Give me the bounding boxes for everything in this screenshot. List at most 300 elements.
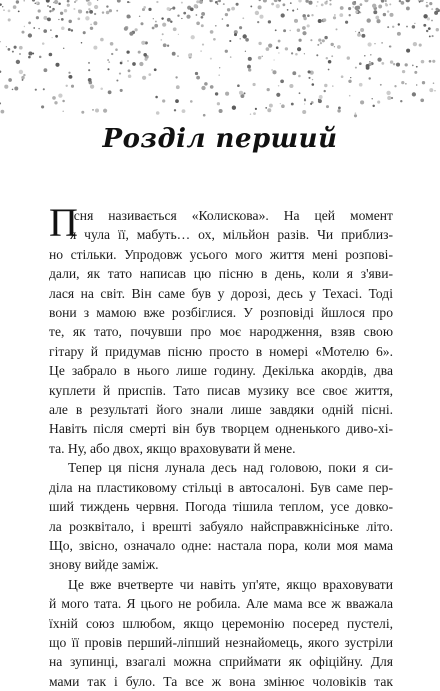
confetti-dot — [360, 28, 364, 32]
confetti-dot — [248, 68, 251, 71]
confetti-dot — [378, 5, 382, 9]
confetti-dot — [163, 43, 167, 47]
confetti-dot — [367, 42, 371, 46]
confetti-dot — [426, 30, 428, 32]
confetti-dot — [218, 74, 220, 76]
confetti-dot — [116, 79, 118, 81]
confetti-dot — [127, 60, 128, 61]
confetti-dot — [46, 0, 50, 3]
confetti-dot — [60, 12, 63, 15]
confetti-dot — [196, 0, 199, 3]
confetti-dot — [377, 57, 381, 61]
confetti-dot — [62, 100, 65, 103]
confetti-dot — [283, 3, 286, 6]
confetti-dot — [316, 5, 318, 7]
confetti-dot — [132, 62, 136, 66]
confetti-dot — [398, 23, 400, 25]
confetti-dot — [199, 0, 203, 4]
confetti-dot — [386, 91, 390, 95]
confetti-dot — [239, 91, 243, 95]
confetti-dot — [190, 100, 193, 103]
confetti-dot — [210, 58, 212, 60]
confetti-dot — [329, 0, 331, 1]
confetti-dot — [88, 8, 90, 10]
confetti-dot — [62, 111, 64, 113]
confetti-dot — [311, 14, 313, 16]
confetti-dot — [85, 16, 89, 20]
confetti-dot — [355, 31, 356, 32]
text-line: куплети й приспів. Тато писав музику все своє життя, — [49, 382, 393, 398]
confetti-dot — [215, 1, 218, 4]
confetti-dot — [355, 67, 357, 69]
text-line: існя називається «Колискова». На цей момент — [70, 208, 393, 223]
confetti-dot — [67, 0, 70, 2]
confetti-dot — [360, 100, 364, 104]
confetti-dot — [191, 35, 195, 39]
confetti-dot — [58, 93, 62, 97]
confetti-dot — [287, 9, 289, 11]
confetti-dot — [6, 46, 7, 47]
confetti-dot — [312, 79, 313, 80]
confetti-dot — [116, 10, 118, 12]
confetti-dot — [278, 85, 280, 87]
confetti-dot — [33, 27, 35, 29]
confetti-dot — [90, 27, 93, 30]
confetti-dot — [121, 60, 123, 62]
confetti-dot — [177, 55, 178, 56]
confetti-dot — [153, 18, 154, 19]
confetti-dot — [322, 39, 325, 42]
text-line: дали, як тато написав цю пісню в день, коли я з'яви- — [49, 266, 393, 282]
confetti-dot — [94, 13, 96, 15]
confetti-dot — [97, 0, 98, 1]
confetti-dot — [8, 10, 11, 13]
confetti-dot — [375, 16, 379, 20]
confetti-dot — [399, 0, 401, 2]
confetti-dot — [162, 99, 165, 102]
confetti-dot — [304, 53, 305, 54]
confetti-dot — [295, 53, 298, 56]
confetti-dot — [23, 0, 25, 2]
confetti-dot — [414, 71, 417, 74]
confetti-dot — [358, 32, 360, 34]
confetti-dot — [389, 46, 391, 48]
confetti-dot — [402, 70, 405, 73]
confetti-dot — [317, 1, 319, 3]
confetti-dot — [302, 110, 306, 114]
confetti-dot — [183, 12, 186, 15]
confetti-dot — [94, 5, 98, 9]
confetti-dot — [297, 8, 298, 9]
confetti-dot — [239, 38, 241, 40]
confetti-dot — [340, 6, 344, 10]
confetti-dot — [371, 98, 372, 99]
text-line: те, як тато, почувши про моє народження, взяв свою — [49, 324, 393, 340]
confetti-dot — [401, 81, 404, 84]
confetti-dot — [318, 38, 321, 41]
confetti-dot — [18, 10, 20, 12]
text-line: мами так і було. Та все ж вона змінює чоловіків так — [49, 673, 393, 689]
confetti-dot — [196, 14, 198, 16]
confetti-dot — [329, 3, 331, 5]
confetti-dot — [405, 63, 408, 66]
confetti-dot — [21, 76, 24, 79]
confetti-dot — [162, 33, 164, 35]
confetti-dot — [81, 42, 83, 44]
confetti-dot — [43, 88, 45, 90]
confetti-dot — [119, 73, 121, 75]
confetti-dot — [334, 46, 335, 47]
confetti-dot — [152, 27, 155, 30]
confetti-dot — [215, 92, 218, 95]
confetti-dot — [115, 48, 118, 51]
confetti-dot — [4, 85, 8, 89]
confetti-dot — [406, 26, 408, 28]
confetti-dot — [332, 85, 333, 86]
confetti-dot — [174, 109, 176, 111]
confetti-dot — [297, 47, 301, 51]
confetti-dot — [231, 7, 235, 11]
confetti-dot — [194, 4, 198, 8]
confetti-dot — [317, 44, 319, 46]
confetti-dot — [237, 84, 240, 87]
confetti-dot — [186, 15, 190, 19]
confetti-dot — [324, 36, 327, 39]
confetti-dot — [302, 31, 306, 35]
confetti-dot — [323, 18, 326, 21]
confetti-dot — [276, 93, 280, 97]
confetti-dot — [368, 77, 370, 79]
confetti-dot — [269, 104, 273, 108]
confetti-dot — [341, 75, 344, 78]
confetti-dot — [155, 96, 158, 99]
confetti-dot — [359, 62, 362, 65]
confetti-dot — [148, 73, 151, 76]
confetti-dot — [175, 99, 179, 103]
confetti-dot — [258, 42, 261, 45]
confetti-dot — [267, 88, 270, 91]
confetti-dot — [401, 1, 405, 5]
confetti-dot — [305, 0, 308, 3]
confetti-dots-decoration — [0, 0, 440, 120]
confetti-dot — [406, 49, 410, 53]
confetti-dot — [226, 24, 229, 27]
confetti-dot — [281, 104, 285, 108]
confetti-dot — [372, 4, 376, 8]
confetti-dot — [52, 96, 56, 100]
confetti-dot — [412, 25, 415, 28]
confetti-dot — [21, 31, 24, 34]
confetti-dot — [430, 89, 432, 91]
confetti-dot — [337, 45, 341, 49]
confetti-dot — [272, 70, 276, 74]
text-line: діла на пластиковому стільці в автосалоні. Був саме пер- — [49, 479, 393, 495]
confetti-dot — [71, 85, 74, 88]
confetti-dot — [267, 108, 271, 112]
confetti-dot — [68, 72, 70, 74]
confetti-dot — [359, 83, 363, 87]
confetti-dot — [324, 1, 327, 4]
confetti-dot — [127, 15, 131, 19]
confetti-dot — [49, 10, 51, 12]
confetti-dot — [0, 102, 1, 104]
confetti-dot — [255, 108, 257, 110]
confetti-dot — [387, 26, 389, 28]
confetti-dot — [160, 39, 162, 41]
confetti-dot — [19, 70, 23, 74]
confetti-dot — [324, 84, 327, 87]
confetti-dot — [355, 6, 359, 10]
confetti-dot — [13, 5, 17, 9]
confetti-dot — [304, 103, 305, 104]
confetti-dot — [175, 76, 177, 78]
confetti-dot — [320, 42, 322, 44]
confetti-dot — [109, 9, 112, 12]
confetti-dot — [339, 13, 343, 17]
confetti-dot — [326, 57, 328, 59]
confetti-dot — [367, 18, 371, 22]
confetti-dot — [245, 51, 246, 52]
confetti-dot — [0, 3, 2, 5]
confetti-dot — [297, 29, 300, 32]
confetti-dot — [217, 3, 218, 4]
confetti-dot — [66, 85, 68, 87]
confetti-dot — [298, 75, 301, 78]
confetti-dot — [333, 16, 336, 19]
confetti-dot — [92, 109, 94, 111]
text-line: на зупинці, взагалі можна сприймати як офіційну. Для — [49, 654, 393, 670]
confetti-dot — [280, 79, 284, 83]
confetti-dot — [389, 3, 391, 5]
confetti-dot — [16, 0, 19, 3]
confetti-dot — [138, 51, 141, 54]
confetti-dot — [202, 44, 204, 46]
confetti-dot — [100, 87, 103, 90]
confetti-dot — [426, 2, 427, 3]
confetti-dot — [181, 2, 183, 4]
confetti-dot — [338, 107, 341, 110]
confetti-dot — [64, 9, 67, 12]
confetti-dot — [429, 35, 431, 37]
confetti-dot — [412, 65, 414, 67]
confetti-dot — [239, 26, 242, 29]
confetti-dot — [243, 34, 247, 38]
confetti-dot — [128, 69, 131, 72]
confetti-dot — [190, 7, 194, 11]
confetti-dot — [201, 24, 204, 27]
confetti-dot — [58, 19, 59, 20]
confetti-dot — [120, 89, 123, 92]
confetti-dot — [326, 0, 327, 1]
confetti-dot — [0, 41, 1, 42]
confetti-dot — [222, 18, 224, 20]
confetti-dot — [19, 46, 23, 50]
confetti-dot — [303, 17, 306, 20]
confetti-dot — [170, 20, 172, 22]
confetti-dot — [258, 0, 260, 1]
text-line: Що, звісно, означало одне: настала пора, коли моя мама — [49, 537, 393, 553]
confetti-dot — [32, 52, 34, 54]
confetti-dot — [134, 28, 137, 31]
confetti-dot — [268, 20, 271, 23]
confetti-dot — [95, 108, 99, 112]
confetti-dot — [370, 54, 372, 56]
confetti-dot — [294, 19, 298, 23]
confetti-dot — [406, 6, 410, 10]
confetti-dot — [215, 25, 217, 27]
confetti-dot — [331, 43, 334, 46]
confetti-dot — [63, 48, 64, 49]
confetti-dot — [32, 0, 35, 2]
confetti-dot — [412, 92, 416, 96]
confetti-dot — [195, 72, 198, 75]
confetti-dot — [316, 54, 318, 56]
text-line: але в результаті його знали лише завдяки одній пісні. — [49, 402, 393, 418]
confetti-dot — [83, 31, 86, 34]
confetti-dot — [353, 6, 354, 7]
confetti-dot — [35, 89, 37, 91]
confetti-dot — [328, 60, 332, 64]
confetti-dot — [364, 55, 366, 57]
confetti-dot — [219, 109, 223, 113]
confetti-dot — [336, 28, 338, 30]
confetti-dot — [38, 28, 39, 29]
confetti-dot — [213, 38, 216, 41]
confetti-dot — [210, 30, 214, 34]
confetti-dot — [292, 71, 296, 75]
confetti-dot — [391, 97, 393, 99]
confetti-dot — [106, 11, 110, 15]
confetti-dot — [271, 3, 274, 6]
confetti-dot — [77, 17, 80, 20]
confetti-dot — [1, 110, 5, 114]
confetti-dot — [278, 40, 281, 43]
confetti-dot — [71, 29, 73, 31]
confetti-dot — [178, 34, 179, 35]
confetti-dot — [49, 6, 51, 8]
confetti-dot — [262, 56, 263, 57]
confetti-dot — [144, 58, 147, 61]
confetti-dot — [271, 69, 273, 71]
confetti-dot — [361, 34, 365, 38]
confetti-dot — [258, 5, 262, 9]
confetti-dot — [167, 18, 171, 22]
confetti-dot — [397, 32, 401, 36]
confetti-dot — [428, 27, 431, 30]
confetti-dot — [68, 20, 71, 23]
confetti-dot — [203, 114, 206, 117]
confetti-dot — [374, 43, 375, 44]
confetti-dot — [349, 14, 351, 16]
confetti-dot — [405, 83, 407, 85]
confetti-dot — [88, 62, 90, 64]
text-line: Навіть після смерті він був творцем одненького диво-хі- — [49, 421, 393, 437]
confetti-dot — [3, 9, 4, 10]
text-line: їхній союз шлюбом, якщо церемонію посеред пустелі, — [49, 615, 393, 631]
confetti-dot — [385, 4, 388, 7]
confetti-dot — [68, 28, 71, 31]
text-line: й мого тата. Я цього не робила. Але мама все ж вважала — [49, 596, 393, 612]
text-line: гітару й придумав пісню просто в номері «Мотелю 6». — [49, 343, 393, 359]
confetti-dot — [318, 19, 322, 23]
confetti-dot — [43, 16, 47, 20]
confetti-dot — [299, 92, 301, 94]
confetti-dot — [400, 100, 402, 102]
confetti-dot — [348, 7, 351, 10]
confetti-dot — [372, 105, 374, 107]
confetti-dot — [396, 63, 400, 67]
confetti-dot — [124, 27, 128, 31]
confetti-dot — [155, 21, 157, 23]
confetti-dot — [308, 70, 311, 73]
confetti-dot — [413, 42, 417, 46]
confetti-dot — [55, 35, 58, 38]
confetti-dot — [416, 84, 417, 85]
confetti-dot — [258, 56, 262, 60]
confetti-dot — [290, 2, 292, 4]
confetti-dot — [167, 45, 169, 47]
confetti-dot — [108, 61, 110, 63]
confetti-dot — [69, 75, 73, 79]
text-line: ла розквітало, і врешті забуяло найсправжнісіньке літо. — [49, 518, 393, 534]
confetti-dot — [156, 1, 158, 3]
confetti-dot — [117, 0, 121, 3]
confetti-dot — [350, 77, 351, 78]
confetti-dot — [357, 33, 361, 37]
confetti-dot — [429, 2, 432, 5]
confetti-dot — [14, 87, 18, 91]
confetti-dot — [54, 0, 58, 4]
confetti-dot — [204, 82, 208, 86]
text-line: Тепер ця пісня лунала десь над головою, поки я си- — [68, 460, 393, 476]
confetti-dot — [257, 21, 259, 23]
confetti-dot — [93, 46, 97, 50]
confetti-dot — [102, 11, 104, 13]
confetti-dot — [283, 29, 286, 32]
confetti-dot — [364, 0, 368, 2]
confetti-dot — [289, 30, 290, 31]
confetti-dot — [90, 24, 92, 26]
confetti-dot — [201, 12, 205, 16]
confetti-dot — [266, 47, 270, 51]
confetti-dot — [143, 6, 146, 9]
confetti-dot — [381, 0, 385, 3]
confetti-dot — [8, 48, 11, 51]
confetti-dot — [107, 59, 109, 61]
confetti-dot — [176, 85, 180, 89]
confetti-dot — [312, 83, 315, 86]
confetti-dot — [58, 3, 61, 6]
confetti-dot — [201, 86, 205, 90]
confetti-dot — [347, 56, 350, 59]
confetti-dot — [355, 112, 357, 114]
confetti-dot — [39, 56, 42, 59]
confetti-dot — [191, 53, 192, 54]
text-line: знову вийде заміж. — [49, 557, 159, 573]
confetti-dot — [19, 53, 21, 55]
text-line: лася на світ. Він саме був у дорозі, десь у Техасі. Тоді — [49, 285, 393, 301]
confetti-dot — [278, 0, 281, 2]
confetti-dot — [289, 84, 293, 88]
confetti-dot — [42, 42, 45, 45]
confetti-dot — [285, 47, 288, 50]
confetti-dot — [276, 4, 280, 8]
confetti-dot — [28, 56, 31, 59]
text-line: що її провів перший-ліпший незнайомець, якого зустріли — [49, 634, 393, 650]
confetti-dot — [255, 11, 259, 15]
confetti-dot — [182, 109, 186, 113]
confetti-dot — [310, 39, 312, 41]
